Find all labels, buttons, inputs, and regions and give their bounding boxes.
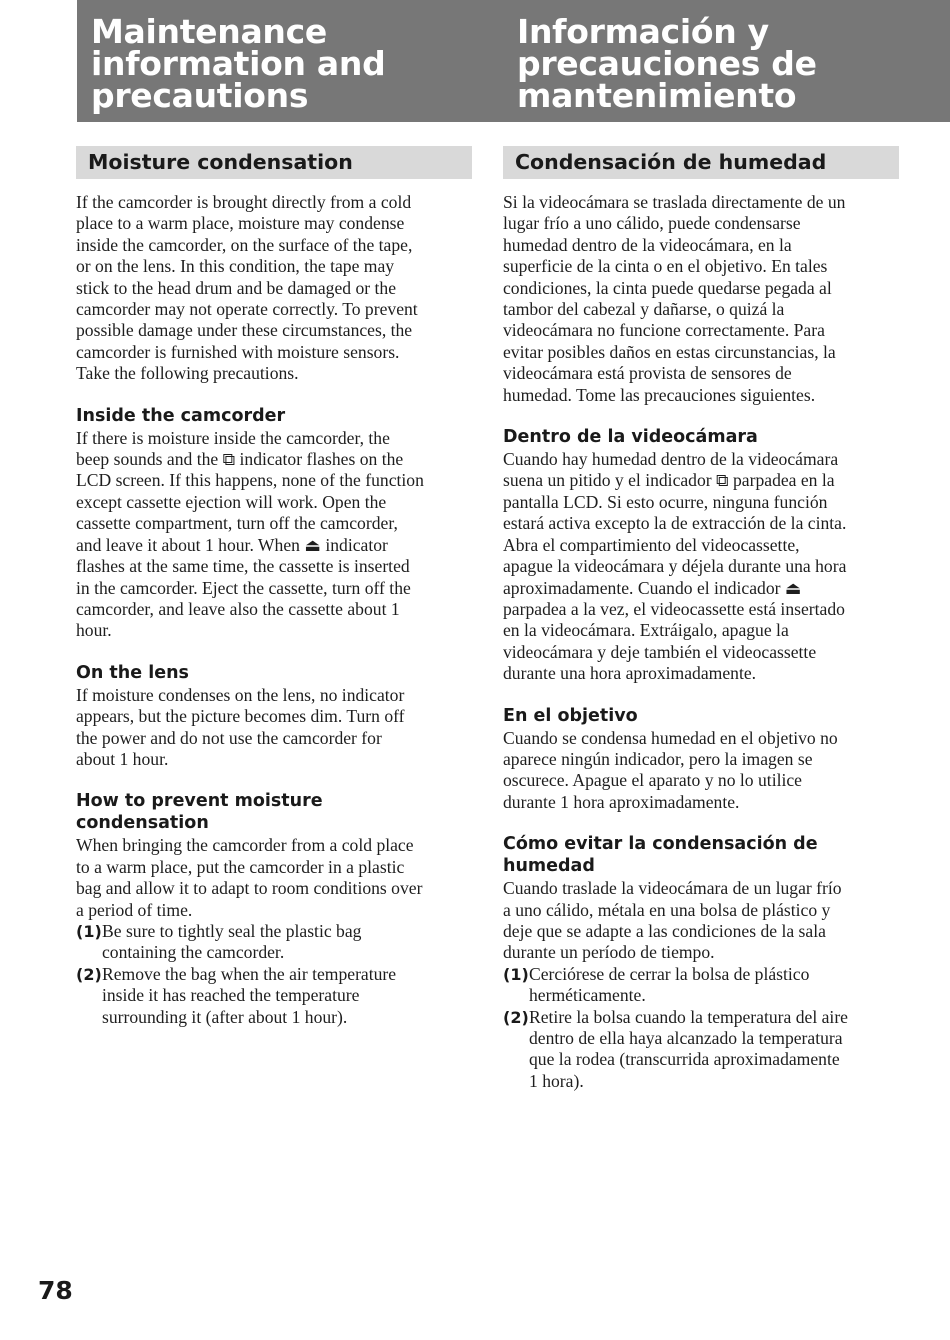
page-title-english: Maintenance information and precautions [91, 12, 386, 115]
step-item [76, 921, 472, 964]
section-heading-moisture-condensation: Moisture condensation [76, 146, 472, 179]
on-lens-paragraph: If moisture condenses on the lens, no indicator appears, but the picture becomes dim. Turn off the power and do not use the camcorder for about 1 hour. [76, 684, 405, 769]
step-number: (1) [76, 921, 102, 941]
dentro-videocamara-paragraph: Cuando hay humedad dentro de la videocámara suena un pitido y el indicador ⧉ parpadea en la pantalla LCD. Si esto ocurre, ninguna función estará activa excepto la de extracción de la cinta. Abra el compartimiento del videocassette, apague la videocámara y déjela durante una hora aproximadamente. Cuando el indicador ⏏ parpadea a la vez, el videocassette está insertado en la videocámara. Extráigalo, apague la videocámara y deje también el videocassette durante una hora aproximadamente. [503, 449, 847, 684]
subheading-on-lens: On the lens [76, 662, 189, 683]
evitar-condensacion-paragraph: Cuando traslade la videocámara de un lugar frío a uno cálido, métala en una bolsa de plástico y deje que se adapte a las condiciones de la sala durante un período de tiempo. [503, 878, 842, 963]
step-text: Be sure to tightly seal the plastic bag containing the camcorder. [102, 920, 362, 963]
subheading-en-objetivo: En el objetivo [503, 705, 638, 726]
step-text: Cerciórese de cerrar la bolsa de plástico herméticamente. [529, 963, 810, 1006]
intro-paragraph: Si la videocámara se traslada directamente de un lugar frío a uno cálido, puede condensarse humedad dentro de la videocámara, en la superficie de la cinta o en el objetivo. En tales condiciones, la cinta puede quedarse pegada al tambor del cabezal y dañarse, o quizá la videocámara no funcione correctamente. Para evitar posibles daños en estas circunstancias, la videocámara está provista de sensores de humedad. Tome las precauciones siguientes. [503, 192, 846, 405]
subheading-prevent-condensation: How to prevent moisture condensation [76, 791, 323, 834]
step-item [503, 1007, 899, 1093]
step-number: (2) [76, 964, 102, 984]
step-item [503, 964, 899, 1007]
prevent-condensation-paragraph: When bringing the camcorder from a cold place to a warm place, put the camcorder in a plastic bag and allow it to adapt to room conditions over a period of time. [76, 835, 423, 920]
step-text: Retire la bolsa cuando la temperatura del aire dentro de ella haya alcanzado la temperatura que la rodea (transcurrida aproximadamente 1 hora). [529, 1006, 848, 1091]
page-header-banner [77, 0, 950, 122]
subheading-inside-camcorder: Inside the camcorder [76, 405, 286, 426]
step-item [76, 964, 472, 1028]
subheading-evitar-condensacion: Cómo evitar la condensación de humedad [503, 834, 818, 877]
section-heading-condensacion: Condensación de humedad [503, 146, 899, 179]
intro-paragraph: If the camcorder is brought directly from a cold place to a warm place, moisture may condense inside the camcorder, on the surface of the tape, or on the lens. In this condition, the tape may stick to the head drum and be damaged or the camcorder may not operate correctly. To prevent possible damage under these circumstances, the camcorder is furnished with moisture sensors. Take the following precautions. [76, 192, 418, 384]
spanish-column [503, 146, 899, 1092]
step-text: Remove the bag when the air temperature inside it has reached the temperature surrounding it (after about 1 hour). [102, 963, 397, 1027]
step-number: (2) [503, 1007, 529, 1027]
inside-camcorder-paragraph: If there is moisture inside the camcorder, the beep sounds and the ⧉ indicator flashes on the LCD screen. If this happens, none of the function except cassette ejection will work. Open the cassette compartment, turn off the camcorder, and leave it about 1 hour. When ⏏ indicator flashes at the same time, the cassette is inserted in the camcorder. Eject the cassette, turn off the camcorder, and leave also the cassette about 1 hour. [76, 427, 424, 641]
en-objetivo-paragraph: Cuando se condensa humedad en el objetivo no aparece ningún indicador, pero la imagen se oscurece. Apague el aparato y no lo utilice durante 1 hora aproximadamente. [503, 727, 838, 812]
page-number: 78 [38, 1276, 73, 1305]
english-column [76, 146, 472, 1028]
subheading-dentro-videocamara: Dentro de la videocámara [503, 427, 758, 448]
page-title-spanish: Información y precauciones de mantenimiento [517, 12, 817, 115]
step-number: (1) [503, 964, 529, 984]
